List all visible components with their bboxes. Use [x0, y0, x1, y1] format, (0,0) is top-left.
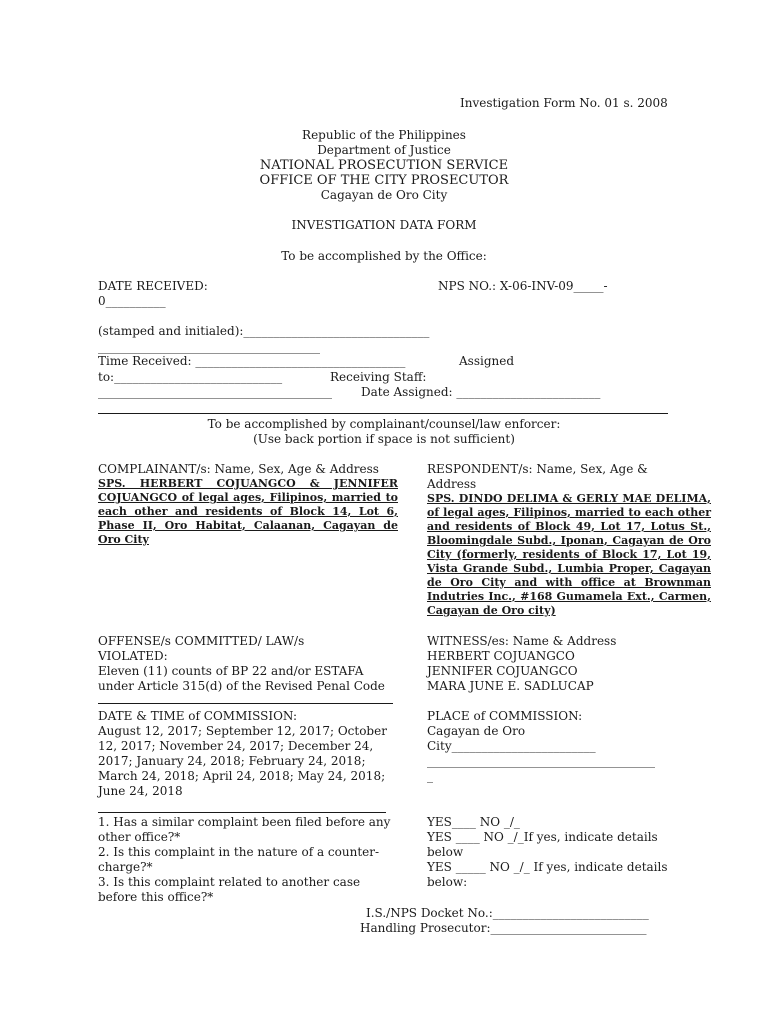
blank-line: _____________________________________: [98, 340, 320, 354]
datetime-underline: [98, 812, 386, 813]
question-2: 2. Is this complaint in the nature of a counter-charge?*: [98, 845, 380, 874]
nps-number-cont: 0__________: [98, 294, 166, 308]
offense-underline: [98, 703, 393, 704]
handling-prosecutor: Handling Prosecutor:__________________________: [360, 921, 647, 935]
place-line-3: ______________________________________: [427, 754, 655, 768]
place-line-2: City________________________: [427, 739, 596, 753]
header-city: Cagayan de Oro City: [320, 188, 448, 202]
witness-name-3: MARA JUNE E. SADLUCAP: [427, 679, 594, 693]
header-nps: NATIONAL PROSECUTION SERVICE: [259, 158, 509, 173]
header-republic: Republic of the Philippines: [302, 128, 466, 142]
respondent-label: RESPONDENT/s: Name, Sex, Age & Address: [427, 462, 648, 491]
answer-2: YES ____ NO _/_If yes, indicate details below: [427, 830, 658, 859]
receiving-staff-label: Receiving Staff:: [330, 370, 427, 384]
time-received: Time Received: ___________________________________: [98, 354, 406, 368]
date-assigned: Date Assigned: ________________________: [361, 385, 601, 399]
form-number: Investigation Form No. 01 s. 2008: [460, 96, 668, 110]
place-line-1: Cagayan de Oro: [427, 724, 526, 738]
section-divider: [98, 413, 668, 414]
place-line-4: _: [427, 769, 433, 783]
respondent-value: SPS. DINDO DELIMA & GERLY MAE DELIMA, of legal ages, Filipinos, married to each other and residents of Block 49, Lot 17, Lotus St., Bloomingdale Subd., Iponan, Cagayan de Oro City (formerly, residents of Block 17, Lot 19, Vista Grande Subd., Lumbia Proper, Cagayan de Oro City and with office at Brownman Indutries Inc., #168 Gumamela Ext., Carmen, Cagayan de Oro city): [427, 492, 711, 617]
staff-line: _______________________________________: [98, 385, 332, 399]
datetime-value: August 12, 2017; September 12, 2017; October 12, 2017; November 24, 2017; December 24, 2017; January 24, 2018; February 24, 2018; March 24, 2018; April 24, 2018; May 24, 2018; June 24, 2018: [98, 724, 387, 798]
form-title: INVESTIGATION DATA FORM: [291, 218, 477, 232]
question-1: 1. Has a similar complaint been filed before any other office?*: [98, 815, 391, 844]
witness-name-1: HERBERT COJUANGCO: [427, 649, 575, 663]
date-received-label: DATE RECEIVED:: [98, 279, 208, 293]
witness-name-2: JENNIFER COJUANGCO: [427, 664, 578, 678]
complainant-label: COMPLAINANT/s: Name, Sex, Age & Address: [98, 462, 379, 476]
assigned-to: to:____________________________: [98, 370, 283, 384]
answer-3: YES _____ NO _/_ If yes, indicate details below:: [427, 860, 668, 889]
complainant-note: To be accomplished by complainant/counsel/law enforcer:: [207, 417, 561, 431]
datetime-label: DATE & TIME of COMMISSION:: [98, 709, 298, 723]
answer-1: YES____ NO _/_: [427, 815, 520, 829]
stamped-initialed: (stamped and initialed):_______________________________: [98, 324, 430, 338]
back-portion-note: (Use back portion if space is not sufficient): [253, 432, 515, 446]
header-department: Department of Justice: [317, 143, 451, 157]
complainant-value: SPS. HERBERT COJUANGCO & JENNIFER COJUANGCO of legal ages, Filipinos, married to each other and residents of Block 14, Lot 6, Phase II, Oro Habitat, Calaanan, Cagayan de Oro City: [98, 477, 398, 546]
offense-value: Eleven (11) counts of BP 22 and/or ESTAFA under Article 315(d) of the Revised Penal Code: [98, 664, 385, 693]
header-office: OFFICE OF THE CITY PROSECUTOR: [259, 173, 509, 188]
assigned-label: Assigned: [459, 354, 515, 368]
witness-label: WITNESS/es: Name & Address: [427, 634, 617, 648]
offense-label: OFFENSE/s COMMITTED/ LAW/s VIOLATED:: [98, 634, 305, 663]
question-3: 3. Is this complaint related to another case before this office?*: [98, 875, 361, 904]
nps-number: NPS NO.: X-06-INV-09_____-: [438, 279, 608, 293]
office-note: To be accomplished by the Office:: [281, 249, 487, 263]
place-label: PLACE of COMMISSION:: [427, 709, 583, 723]
docket-number: I.S./NPS Docket No.:__________________________: [366, 906, 649, 920]
